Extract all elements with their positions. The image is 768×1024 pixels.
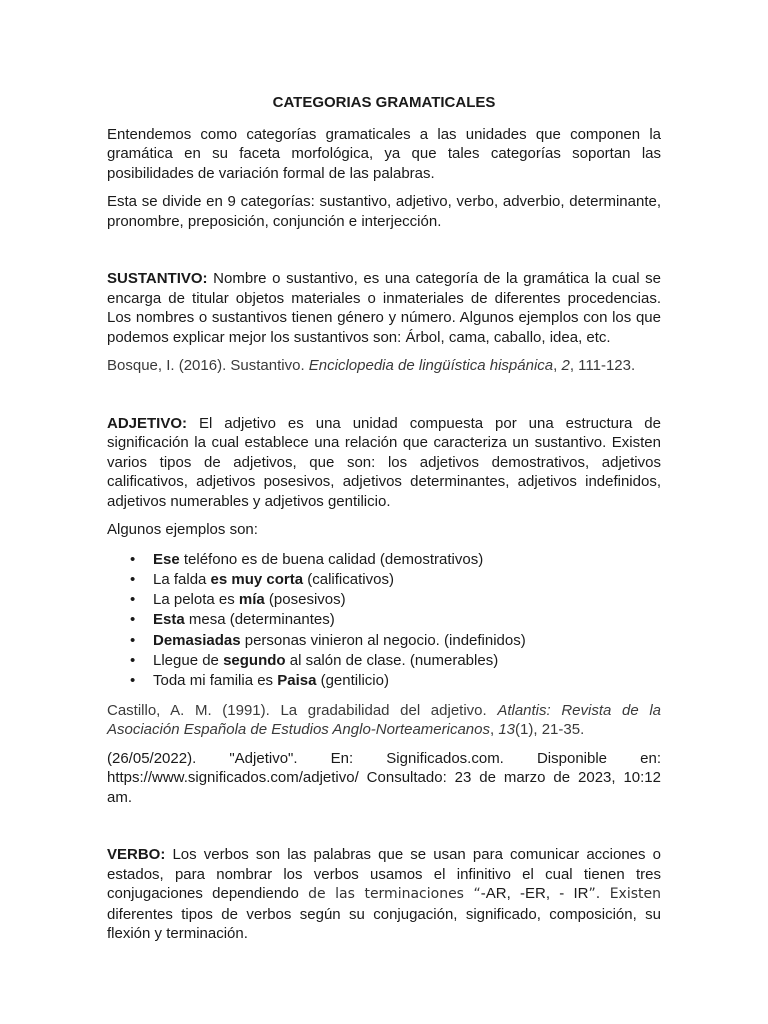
categories-paragraph: Esta se divide en 9 categorías: sustantivo, adjetivo, verbo, adverbio, determinante, pronombre, preposición, conjunción e interjección. bbox=[107, 193, 661, 230]
verbo-paragraph bbox=[107, 845, 661, 944]
citation-volume: 2 bbox=[561, 357, 570, 374]
example-bold: es muy corta bbox=[210, 570, 304, 588]
citation-pages: , 111-123. bbox=[569, 357, 636, 374]
sustantivo-label: SUSTANTIVO: bbox=[107, 270, 208, 287]
example-pre: La falda bbox=[153, 570, 211, 588]
verbo-text-d: ”. Existen bbox=[588, 886, 661, 903]
example-bold: segundo bbox=[223, 651, 286, 669]
example-bold: Demasiadas bbox=[153, 631, 241, 649]
list-item bbox=[107, 651, 661, 671]
citation-prefix: Bosque, I. (2016). Sustantivo. bbox=[107, 357, 309, 374]
verbo-text-e: diferentes tipos de verbos según su conjugación, significado, composición, su flexión y terminación. bbox=[107, 905, 661, 943]
citation-journal: Enciclopedia de lingüística hispánica bbox=[308, 357, 554, 374]
adjetivo-label: ADJETIVO: bbox=[107, 414, 188, 432]
bullet-icon: • bbox=[130, 631, 136, 649]
adjetivo-citation-significados: (26/05/2022). "Adjetivo". En: Significados.com. Disponible en: https://www.significados.com/adjetivo/ Consultado: 23 de marzo de 2023, 10:12 am. bbox=[107, 749, 661, 806]
list-item bbox=[107, 590, 661, 610]
list-item bbox=[107, 610, 661, 630]
page-title: CATEGORIAS GRAMATICALES bbox=[272, 94, 496, 111]
bullet-icon: • bbox=[130, 570, 136, 588]
bullet-icon: • bbox=[130, 550, 136, 568]
sustantivo-citation bbox=[107, 356, 661, 376]
example-bold: Esta bbox=[153, 611, 185, 629]
bullet-icon: • bbox=[130, 611, 136, 629]
example-post: (gentilicio) bbox=[316, 672, 389, 690]
citation-volume: 13 bbox=[498, 721, 516, 739]
bullet-icon: • bbox=[130, 591, 136, 609]
verbo-text-a: Los verbos son las palabras que se usan para comunicar acciones o estados, para nombrar los verbos usamos el infinitivo el cual tienen tres conjugaciones dependiendo bbox=[107, 846, 661, 903]
citation-journal: Atlantis: Revista de la Asociación Española de Estudios Anglo-Norteamericanos bbox=[107, 701, 661, 739]
list-item bbox=[107, 631, 661, 651]
example-post: (posesivos) bbox=[264, 591, 346, 609]
verbo-endings: -AR, -ER, - IR bbox=[480, 885, 589, 903]
adjetivo-text: El adjetivo es una unidad compuesta por una estructura de significación la cual establece una relación que caracteriza un sustantivo. Existen varios tipos de adjetivos, que son: los adjetivos demostrativos, adjetivos calificativos, adjetivos posesivos, adjetivos determinantes, adjetivos indefinidos, adjetivos numerables y adjetivos gentilicio. bbox=[107, 414, 661, 510]
example-bold: Ese bbox=[153, 550, 180, 568]
list-item bbox=[107, 550, 661, 570]
intro-paragraph: Entendemos como categorías gramaticales a las unidades que componen la gramática en su faceta morfológica, ya que tales categorías soportan las posibilidades de variación formal de las palabras. bbox=[107, 125, 661, 182]
adjetivo-citation-castillo bbox=[107, 701, 661, 740]
bullet-icon: • bbox=[130, 672, 136, 690]
example-post: (calificativos) bbox=[303, 570, 394, 588]
list-item bbox=[107, 671, 661, 691]
examples-list bbox=[107, 550, 661, 692]
sustantivo-paragraph bbox=[107, 269, 661, 347]
example-bold: mía bbox=[238, 591, 265, 609]
example-post: teléfono es de buena calidad (demostrativos) bbox=[179, 550, 484, 568]
list-item bbox=[107, 570, 661, 590]
citation-separator: , bbox=[553, 357, 562, 374]
citation-prefix: Castillo, A. M. (1991). La gradabilidad del adjetivo. bbox=[107, 701, 498, 719]
example-bold: Paisa bbox=[277, 672, 317, 690]
example-post: mesa (determinantes) bbox=[184, 611, 335, 629]
adjetivo-paragraph bbox=[107, 414, 661, 512]
examples-intro: Algunos ejemplos son: bbox=[107, 521, 258, 538]
verbo-label: VERBO: bbox=[107, 846, 166, 864]
example-pre: Toda mi familia es bbox=[153, 672, 278, 690]
example-pre: La pelota es bbox=[153, 591, 239, 609]
citation-separator: , bbox=[490, 721, 499, 739]
example-post: personas vinieron al negocio. (indefinidos) bbox=[240, 631, 526, 649]
example-pre: Llegue de bbox=[153, 651, 224, 669]
example-post: al salón de clase. (numerables) bbox=[285, 651, 499, 669]
citation-pages: (1), 21-35. bbox=[515, 721, 585, 739]
bullet-icon: • bbox=[130, 651, 136, 669]
verbo-text-b: de las terminaciones “ bbox=[308, 886, 481, 903]
sustantivo-text: Nombre o sustantivo, es una categoría de la gramática la cual se encarga de titular objetos materiales o inmateriales de diferentes procedencias. Los nombres o sustantivos tienen género y número. Algunos ejemplos con los que podemos explicar mejor los sustantivos son: Árbol, cama, caballo, idea, etc. bbox=[107, 270, 661, 346]
